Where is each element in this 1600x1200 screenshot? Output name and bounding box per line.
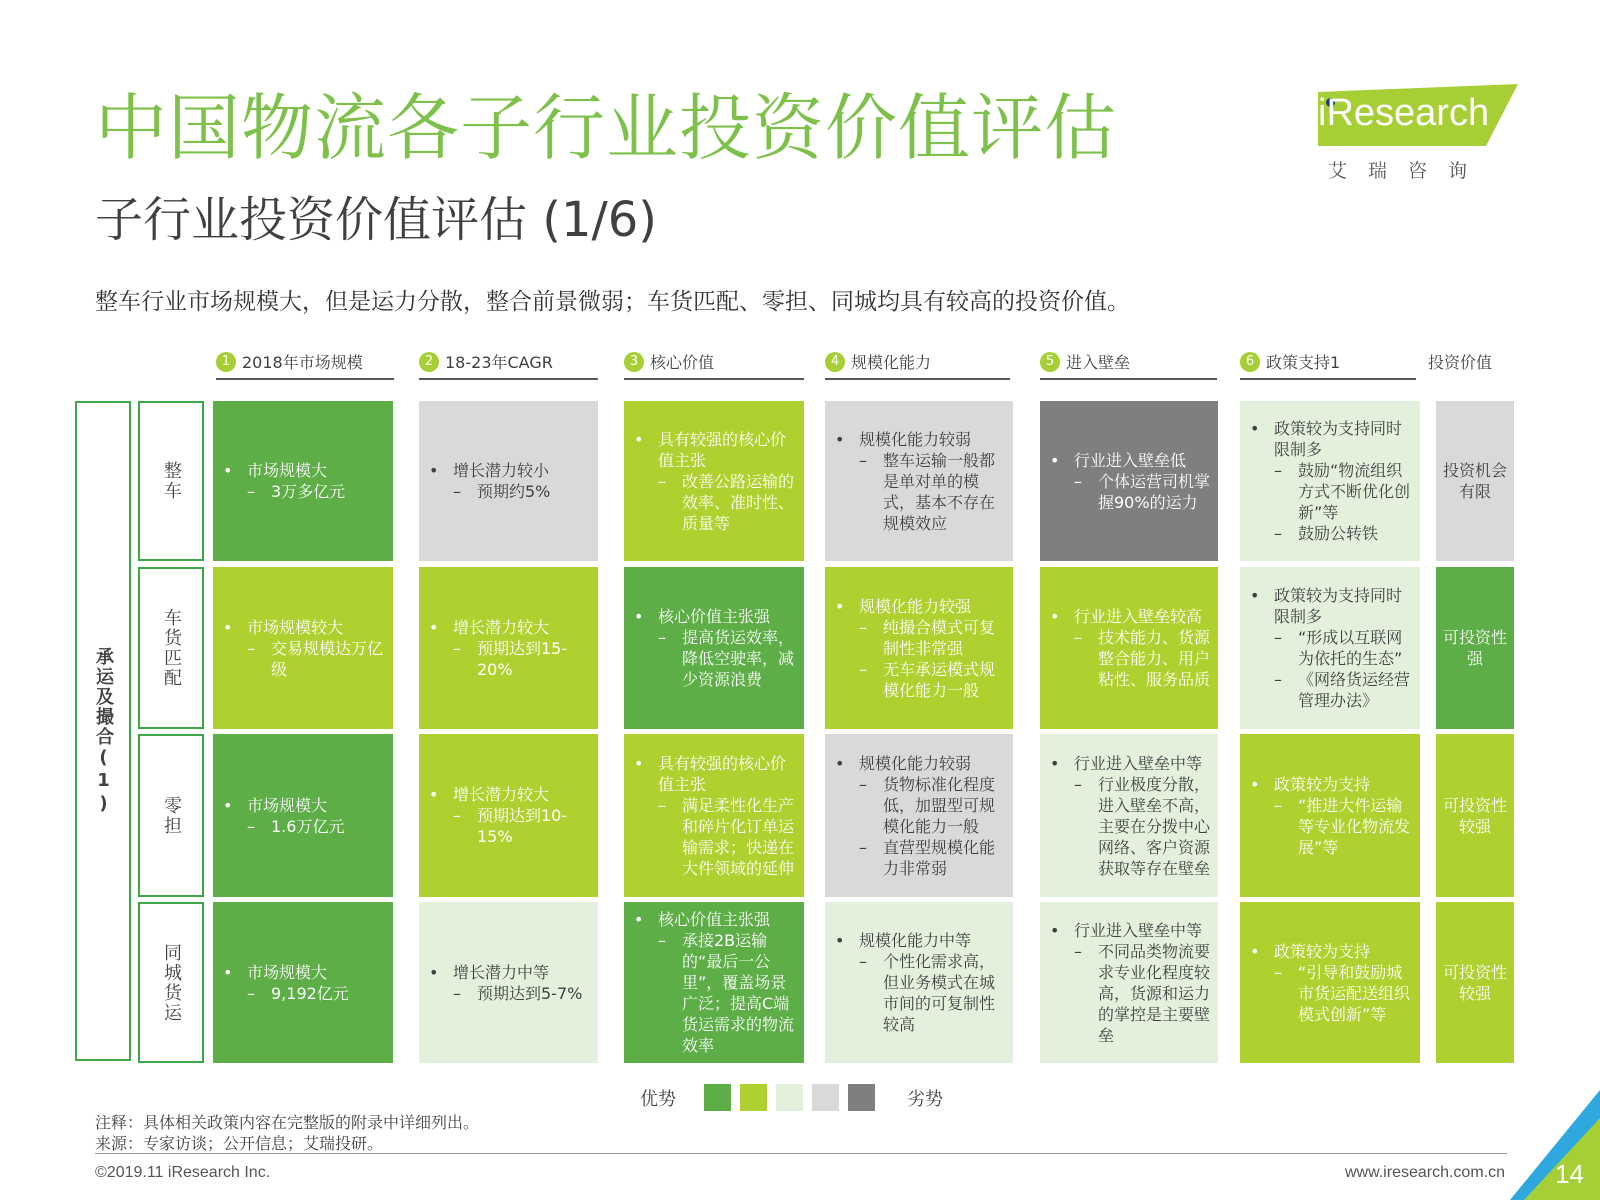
bullet-text: 市场规模大 <box>247 962 328 982</box>
bullet-icon: • <box>634 607 644 626</box>
assessment-cell <box>825 401 1013 561</box>
assessment-cell <box>825 902 1013 1063</box>
column-header-7 <box>1428 350 1508 380</box>
sub-bullet-text: 不同品类物流要求专业化程度较高，货源和运力的掌控是主要壁垒 <box>1098 941 1211 1045</box>
bullet-text: 规模化能力较弱 <box>859 753 972 773</box>
bullet-icon: • <box>1250 586 1260 605</box>
investment-value-text: 可投资性较强 <box>1442 795 1507 836</box>
investment-value-text: 可投资性强 <box>1442 628 1507 668</box>
bullet-item <box>429 460 592 481</box>
sub-bullet-item <box>1050 774 1212 879</box>
bullet-text: 政策较为支持 <box>1274 941 1371 961</box>
dash-icon: – <box>453 806 461 825</box>
bullet-icon: • <box>1050 607 1060 626</box>
bullet-item <box>429 617 592 638</box>
sub-bullet-item <box>1250 795 1414 858</box>
bullet-text: 政策较为支持同时限制多 <box>1274 419 1403 459</box>
sub-bullet-item <box>835 774 1007 837</box>
dash-icon: – <box>1274 461 1282 480</box>
footer-divider <box>95 1153 1507 1154</box>
sub-bullet-text: “引导和鼓励城市货运配送组织模式创新”等 <box>1298 962 1411 1024</box>
investment-value-cell <box>1436 734 1514 897</box>
bullet-item <box>634 909 798 930</box>
sub-bullet-item <box>223 481 387 502</box>
sub-bullet-text: 整车运输一般都是单对单的模式，基本不存在规模效应 <box>883 450 996 533</box>
sub-bullet-text: 预期约5% <box>477 482 551 501</box>
dash-icon: – <box>1274 670 1282 689</box>
row-header-label: 同城货运 <box>161 942 182 1023</box>
sub-bullet-text: 鼓励公转铁 <box>1298 524 1379 543</box>
sub-bullet-text: 改善公路运输的效率、准时性、质量等 <box>682 471 795 533</box>
assessment-cell <box>419 401 598 561</box>
bullet-text: 具有较强的核心价值主张 <box>658 429 787 470</box>
sub-bullet-text: 满足柔性化生产和碎片化订单运输需求；快递在大件领域的延伸 <box>682 795 795 878</box>
bullet-text: 增长潜力较大 <box>453 617 550 637</box>
dash-icon: – <box>247 816 255 836</box>
bullet-item <box>223 617 387 638</box>
column-header-label: 2018年市场规模 <box>242 353 363 372</box>
dash-icon: – <box>859 774 867 794</box>
column-number-badge: 1 <box>216 352 236 372</box>
sub-bullet-item <box>1050 627 1212 690</box>
bullet-item <box>1050 920 1212 941</box>
side-category-label <box>75 401 131 1061</box>
assessment-cell <box>825 734 1013 897</box>
assessment-cell <box>419 734 598 897</box>
sub-bullet-item <box>634 471 798 534</box>
dash-icon: – <box>453 983 461 1003</box>
bullet-icon: • <box>835 429 845 449</box>
sub-bullet-item <box>835 617 1007 659</box>
bullet-icon: • <box>429 461 439 480</box>
sub-bullet-text: 预期达到5-7% <box>477 983 583 1003</box>
row-header-1 <box>138 401 204 561</box>
column-header-label: 规模化能力 <box>851 353 932 372</box>
side-category-text: 承运及撮合(1) <box>93 646 114 816</box>
bullet-text: 政策较为支持 <box>1274 774 1371 794</box>
bullet-item <box>223 962 387 983</box>
assessment-cell <box>1040 902 1218 1063</box>
sub-bullet-text: 9,192亿元 <box>271 983 349 1003</box>
sub-bullet-text: 直营型规模化能力非常弱 <box>883 837 996 878</box>
bullet-icon: • <box>1250 941 1260 961</box>
sub-bullet-text: 1.6万亿元 <box>271 816 345 836</box>
dash-icon: – <box>1274 962 1282 982</box>
assessment-cell <box>624 902 804 1063</box>
bullet-icon: • <box>223 461 233 480</box>
logo-chinese: 艾瑞咨询 <box>1328 160 1489 182</box>
bullet-icon: • <box>429 617 439 637</box>
dash-icon: – <box>658 471 666 491</box>
bullet-text: 增长潜力中等 <box>453 962 550 982</box>
bullet-item <box>634 429 798 471</box>
website-url: www.iresearch.com.cn <box>1344 1164 1505 1181</box>
dash-icon: – <box>859 659 867 679</box>
row-header-2 <box>138 567 204 729</box>
sub-bullet-text: 3万多亿元 <box>271 482 346 501</box>
assessment-cell <box>624 734 804 897</box>
sub-bullet-item <box>429 805 592 847</box>
column-number-badge: 2 <box>419 352 439 372</box>
bullet-item <box>1050 753 1212 774</box>
legend-swatch-1 <box>704 1084 731 1111</box>
bullet-icon: • <box>223 962 233 982</box>
assessment-cell <box>624 567 804 729</box>
sub-bullet-item <box>1250 962 1414 1025</box>
sub-bullet-item <box>429 638 592 680</box>
bullet-text: 规模化能力较强 <box>859 596 972 616</box>
assessment-cell <box>825 567 1013 729</box>
bullet-icon: • <box>429 785 439 804</box>
investment-value-text: 投资机会有限 <box>1442 461 1507 501</box>
sub-bullet-item <box>223 816 387 837</box>
column-header-4 <box>825 350 1010 380</box>
bullet-item <box>634 753 798 795</box>
bullet-item <box>634 606 798 627</box>
assessment-cell <box>213 734 393 897</box>
dash-icon: – <box>1274 524 1282 543</box>
assessment-cell <box>624 401 804 561</box>
bullet-item <box>1250 418 1414 460</box>
dash-icon: – <box>453 638 461 658</box>
bullet-icon: • <box>1250 774 1260 794</box>
bullet-item <box>223 460 387 481</box>
sub-bullet-item <box>835 951 1007 1035</box>
column-number-badge: 6 <box>1240 352 1260 372</box>
sub-bullet-item <box>1250 669 1414 711</box>
assessment-cell <box>1240 734 1420 897</box>
sub-bullet-text: 个性化需求高，但业务模式在城市间的可复制性较高 <box>883 952 996 1034</box>
source-note: 来源：专家访谈；公开信息；艾瑞投研。 <box>95 1134 384 1153</box>
bullet-text: 市场规模大 <box>247 461 328 480</box>
bullet-item <box>835 753 1007 774</box>
footnote: 注释：具体相关政策内容在完整版的附录中详细列出。 <box>95 1113 480 1132</box>
bullet-text: 市场规模较大 <box>247 617 344 637</box>
sub-bullet-text: 行业极度分散，进入壁垒不高，主要在分拨中心网络、客户资源获取等存在壁垒 <box>1098 774 1211 878</box>
investment-value-cell <box>1436 902 1514 1063</box>
sub-bullet-item <box>835 450 1007 534</box>
column-header-1 <box>216 350 394 380</box>
bullet-icon: • <box>835 931 845 950</box>
column-number-badge: 3 <box>624 352 644 372</box>
sub-bullet-item <box>429 481 592 502</box>
assessment-cell <box>1040 401 1218 561</box>
bullet-item <box>835 429 1007 450</box>
bullet-text: 行业进入壁垒较高 <box>1074 607 1203 626</box>
bullet-icon: • <box>1250 419 1260 438</box>
sub-bullet-item <box>835 837 1007 879</box>
assessment-cell <box>419 902 598 1063</box>
bullet-text: 规模化能力中等 <box>859 931 972 950</box>
column-header-6 <box>1240 350 1416 380</box>
sub-bullet-text: 承接2B运输的“最后一公里”，覆盖场景广泛；提高C端货运需求的物流效率 <box>682 931 795 1055</box>
dash-icon: – <box>247 482 255 501</box>
dash-icon: – <box>453 482 461 501</box>
column-header-label: 核心价值 <box>650 353 715 372</box>
sub-bullet-item <box>1050 471 1212 513</box>
dash-icon: – <box>1074 941 1082 961</box>
logo-wordmark: iResearch <box>1318 92 1490 134</box>
dash-icon: – <box>1074 774 1082 794</box>
bullet-icon: • <box>223 617 233 637</box>
column-header-label: 进入壁垒 <box>1066 353 1131 372</box>
dash-icon: – <box>1274 628 1282 647</box>
bullet-text: 增长潜力较小 <box>453 461 550 480</box>
row-header-label: 整车 <box>161 461 182 501</box>
sub-bullet-item <box>1250 460 1414 523</box>
bullet-item <box>1250 585 1414 627</box>
bullet-item <box>429 784 592 805</box>
sub-bullet-text: 货物标准化程度低，加盟型可规模化能力一般 <box>883 774 996 836</box>
sub-bullet-text: 个体运营司机掌握90%的运力 <box>1098 471 1211 512</box>
bullet-item <box>1050 450 1212 471</box>
bullet-icon: • <box>1050 753 1060 773</box>
sub-bullet-text: 无车承运模式规模化能力一般 <box>883 659 996 700</box>
row-header-label: 车货匹配 <box>161 608 182 688</box>
column-header-5 <box>1040 350 1217 380</box>
investment-value-text: 可投资性较强 <box>1442 962 1507 1003</box>
bullet-icon: • <box>429 962 439 982</box>
dash-icon: – <box>859 450 867 470</box>
page-title: 中国物流各子行业投资价值评估 <box>95 86 1118 170</box>
assessment-cell <box>1240 401 1420 561</box>
investment-value-cell <box>1436 401 1514 561</box>
assessment-cell <box>419 567 598 729</box>
legend-swatch-2 <box>740 1084 767 1111</box>
bullet-icon: • <box>634 753 644 773</box>
dash-icon: – <box>859 952 867 971</box>
sub-bullet-item <box>223 983 387 1004</box>
assessment-cell <box>1040 734 1218 897</box>
column-header-label: 政策支持1 <box>1266 353 1341 372</box>
page-subtitle: 子行业投资价值评估 (1/6) <box>95 192 657 248</box>
dash-icon: – <box>658 628 666 647</box>
column-number-badge: 4 <box>825 352 845 372</box>
bullet-text: 市场规模大 <box>247 795 328 815</box>
bullet-item <box>223 795 387 816</box>
sub-bullet-item <box>634 627 798 690</box>
bullet-item <box>1050 606 1212 627</box>
sub-bullet-item <box>1250 627 1414 669</box>
sub-bullet-item <box>634 795 798 879</box>
iresearch-logo <box>1318 84 1528 184</box>
bullet-text: 核心价值主张强 <box>658 910 771 929</box>
row-header-label: 零担 <box>161 795 182 836</box>
assessment-cell <box>1240 902 1420 1063</box>
sub-bullet-text: 预期达到10-15% <box>477 806 568 846</box>
column-header-2 <box>419 350 598 380</box>
dash-icon: – <box>247 983 255 1003</box>
bullet-item <box>835 596 1007 617</box>
column-header-3 <box>624 350 804 380</box>
bullet-item <box>1250 941 1414 962</box>
copyright: ©2019.11 iResearch Inc. <box>95 1164 271 1181</box>
assessment-cell <box>1240 567 1420 729</box>
sub-bullet-item <box>835 659 1007 701</box>
dash-icon: – <box>658 931 666 950</box>
bullet-text: 行业进入壁垒低 <box>1074 450 1187 470</box>
row-header-4 <box>138 902 204 1063</box>
bullet-icon: • <box>634 429 644 449</box>
sub-bullet-text: 预期达到15-20% <box>477 638 568 679</box>
bullet-item <box>835 930 1007 951</box>
bullet-text: 政策较为支持同时限制多 <box>1274 586 1403 626</box>
dash-icon: – <box>1274 795 1282 815</box>
legend-swatch-4 <box>812 1084 839 1111</box>
bullet-icon: • <box>1050 920 1060 940</box>
sub-bullet-text: “推进大件运输等专业化物流发展”等 <box>1298 795 1411 857</box>
bullet-text: 核心价值主张强 <box>658 607 771 626</box>
bullet-text: 具有较强的核心价值主张 <box>658 753 787 794</box>
legend-advantage-label: 优势 <box>640 1089 676 1110</box>
sub-bullet-item <box>1050 941 1212 1046</box>
sub-bullet-item <box>634 930 798 1056</box>
sub-bullet-item <box>1250 523 1414 544</box>
legend-swatch-5 <box>848 1084 875 1111</box>
page-number: 14 <box>1555 1159 1584 1189</box>
dash-icon: – <box>247 638 255 658</box>
assessment-cell <box>213 401 393 561</box>
sub-bullet-text: 《网络货运经营管理办法》 <box>1298 670 1411 710</box>
column-header-label: 投资价值 <box>1428 353 1493 372</box>
sub-bullet-item <box>223 638 387 680</box>
bullet-text: 规模化能力较弱 <box>859 429 972 449</box>
summary-text: 整车行业市场规模大，但是运力分散，整合前景微弱；车货匹配、零担、同城均具有较高的投资价值。 <box>95 289 1130 315</box>
legend-disadvantage-label: 劣势 <box>907 1089 943 1110</box>
dash-icon: – <box>859 837 867 857</box>
bullet-item <box>1250 774 1414 795</box>
bullet-icon: • <box>835 753 845 773</box>
bullet-icon: • <box>1050 450 1060 470</box>
bullet-icon: • <box>835 596 845 616</box>
bullet-text: 行业进入壁垒中等 <box>1074 920 1203 940</box>
row-header-3 <box>138 734 204 897</box>
sub-bullet-text: 技术能力、货源整合能力、用户粘性、服务品质 <box>1098 628 1211 689</box>
legend-swatch-3 <box>776 1084 803 1111</box>
sub-bullet-item <box>429 983 592 1004</box>
bullet-item <box>429 962 592 983</box>
sub-bullet-text: 鼓励“物流组织方式不断优化创新”等 <box>1298 461 1411 522</box>
sub-bullet-text: 纯撮合模式可复制性非常强 <box>883 617 996 658</box>
investment-value-cell <box>1436 567 1514 729</box>
bullet-icon: • <box>223 795 233 815</box>
dash-icon: – <box>859 617 867 637</box>
sub-bullet-text: “形成以互联网为依托的生态” <box>1298 628 1403 668</box>
sub-bullet-text: 提高货运效率，降低空驶率，减少资源浪费 <box>682 628 795 689</box>
assessment-cell <box>213 902 393 1063</box>
dash-icon: – <box>1074 471 1082 491</box>
bullet-icon: • <box>634 910 644 929</box>
assessment-cell <box>213 567 393 729</box>
column-header-label: 18-23年CAGR <box>445 353 553 372</box>
sub-bullet-text: 交易规模达万亿级 <box>271 638 384 679</box>
bullet-text: 增长潜力较大 <box>453 785 550 804</box>
bullet-text: 行业进入壁垒中等 <box>1074 753 1203 773</box>
dash-icon: – <box>658 795 666 815</box>
assessment-cell <box>1040 567 1218 729</box>
column-number-badge: 5 <box>1040 352 1060 372</box>
dash-icon: – <box>1074 628 1082 647</box>
